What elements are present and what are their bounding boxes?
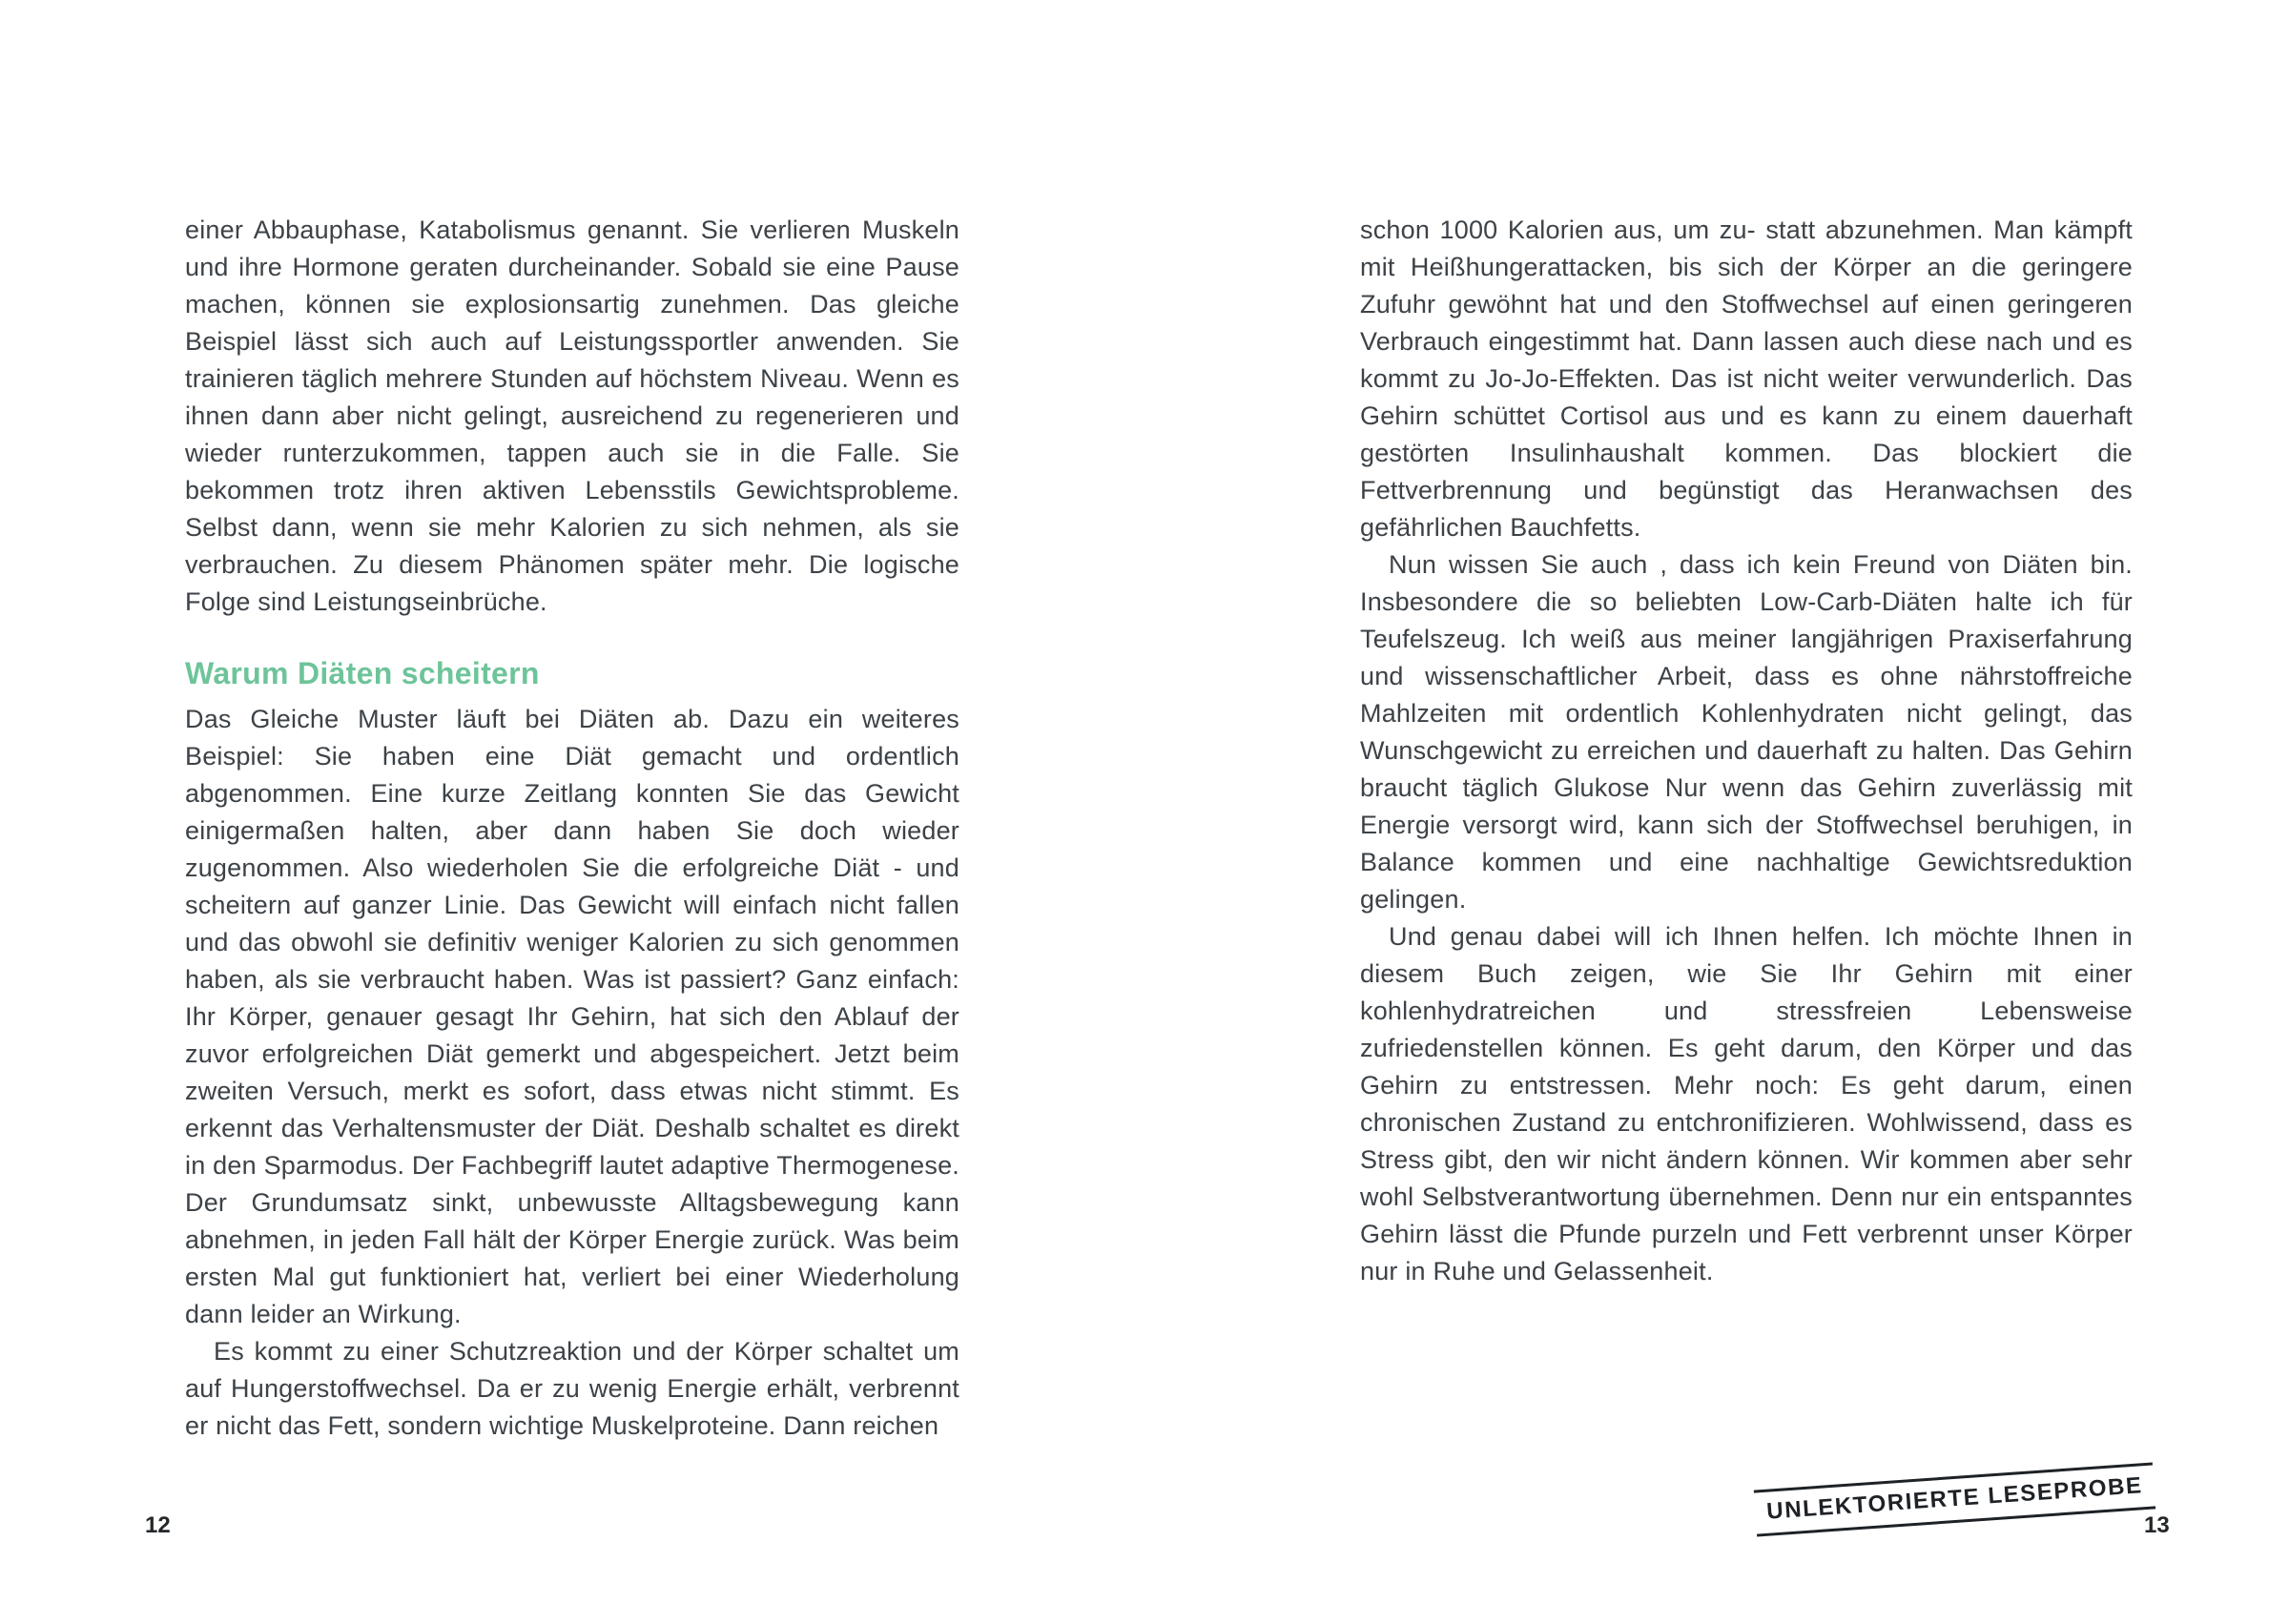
right-paragraph-2: Nun wissen Sie auch , dass ich kein Freund von Diäten bin. Insbesondere die so beliebten Low-Carb-Diäten halte ich für Teufelszeug. Ich weiß aus meiner langjährigen Praxiserfahrung und wissenschaftlicher Arbeit, dass es ohne nährstoffreiche Mahlzeiten mit ordentlich Kohlenhydraten nicht gelingt, das Wunschgewicht zu erreichen und dauerhaft zu halten. Das Gehirn braucht täglich Glukose Nur wenn das Gehirn zuverlässig mit Energie versorgt wird, kann sich der Stoffwechsel beruhigen, in Balance kommen und eine nachhaltige Gewichtsreduktion gelingen.: [1360, 550, 2133, 914]
right-paragraph-3: Und genau dabei will ich Ihnen helfen. Ich möchte Ihnen in diesem Buch zeigen, wie Sie Ihr Gehirn mit einer kohlenhydratreichen und stressfreien Lebensweise zufriedenstellen können. Es geht darum, den Körper und das Gehirn zu entstressen. Mehr noch: Es geht darum, einen chronischen Zustand zu entchronifizieren. Wohlwissend, dass es Stress gibt, den wir nicht ändern können. Wir kommen aber sehr wohl Selbstverantwortung übernehmen. Denn nur ein entspanntes Gehirn lässt die Pfunde purzeln und Fett verbrennt unser Körper nur in Ruhe und Gelassenheit.: [1360, 922, 2133, 1285]
left-paragraph-2: Das Gleiche Muster läuft bei Diäten ab. Dazu ein weiteres Beispiel: Sie haben eine Diät gemacht und ordentlich abgenommen. Eine kurze Zeitlang konnten Sie das Gewicht einigermaßen halten, aber dann haben Sie doch wieder zugenommen. Also wiederholen Sie die erfolgreiche Diät - und scheitern auf ganzer Linie. Das Gewicht will einfach nicht fallen und das obwohl sie definitiv weniger Kalorien zu sich genommen haben, als sie verbraucht haben. Was ist passiert? Ganz einfach: Ihr Körper, genauer gesagt Ihr Gehirn, hat sich den Ablauf der zuvor erfolgreichen Diät gemerkt und abgespeichert. Jetzt beim zweiten Versuch, merkt es sofort, dass etwas nicht stimmt. Es erkennt das Verhaltensmuster der Diät. Deshalb schaltet es direkt in den Sparmodus. Der Fachbegriff lautet adaptive Thermogenese. Der Grundumsatz sinkt, unbewusste Alltagsbewegung kann abnehmen, in jeden Fall hält der Körper Energie zurück. Was beim ersten Mal gut funktioniert hat, verliert bei einer Wiederholung dann leider an Wirkung.: [185, 705, 959, 1328]
left-page-text-column: [185, 212, 959, 1445]
right-paragraph-1: schon 1000 Kalorien aus, um zu- statt abzunehmen. Man kämpft mit Heißhungerattacken, bis sich der Körper an die geringere Zufuhr gewöhnt hat und den Stoffwechsel auf einen geringeren Verbrauch eingestimmt hat. Dann lassen auch diese nach und es kommt zu Jo-Jo-Effekten. Das ist nicht weiter verwunderlich. Das Gehirn schüttet Cortisol aus und es kann zu einem dauerhaft gestörten Insulinhaushalt kommen. Das blockiert die Fettverbrennung und begünstigt das Heranwachsen des gefährlichen Bauchfetts.: [1360, 216, 2133, 542]
right-page-text-column: [1360, 212, 2133, 1290]
page-number-left: 12: [145, 1512, 171, 1538]
section-heading: Warum Diäten scheitern: [185, 656, 540, 690]
page-number-right: 13: [2144, 1512, 2170, 1538]
unlektorierte-leseprobe-stamp: UNLEKTORIERTE LESEPROBE: [1754, 1462, 2155, 1536]
left-paragraph-1: einer Abbauphase, Katabolismus genannt. Sie verlieren Muskeln und ihre Hormone geraten durcheinander. Sobald sie eine Pause machen, können sie explosionsartig zunehmen. Das gleiche Beispiel lässt sich auch auf Leistungssportler anwenden. Sie trainieren täglich mehrere Stunden auf höchstem Niveau. Wenn es ihnen dann aber nicht gelingt, ausreichend zu regenerieren und wieder runterzukommen, tappen auch sie in die Falle. Sie bekommen trotz ihren aktiven Lebensstils Gewichtsprobleme. Selbst dann, wenn sie mehr Kalorien zu sich nehmen, als sie verbrauchen. Zu diesem Phänomen später mehr. Die logische Folge sind Leistungseinbrüche.: [185, 216, 959, 616]
left-paragraph-3: Es kommt zu einer Schutzreaktion und der Körper schaltet um auf Hungerstoffwechsel. Da er zu wenig Energie erhält, verbrennt er nicht das Fett, sondern wichtige Muskelproteine. Dann reichen: [185, 1337, 959, 1440]
